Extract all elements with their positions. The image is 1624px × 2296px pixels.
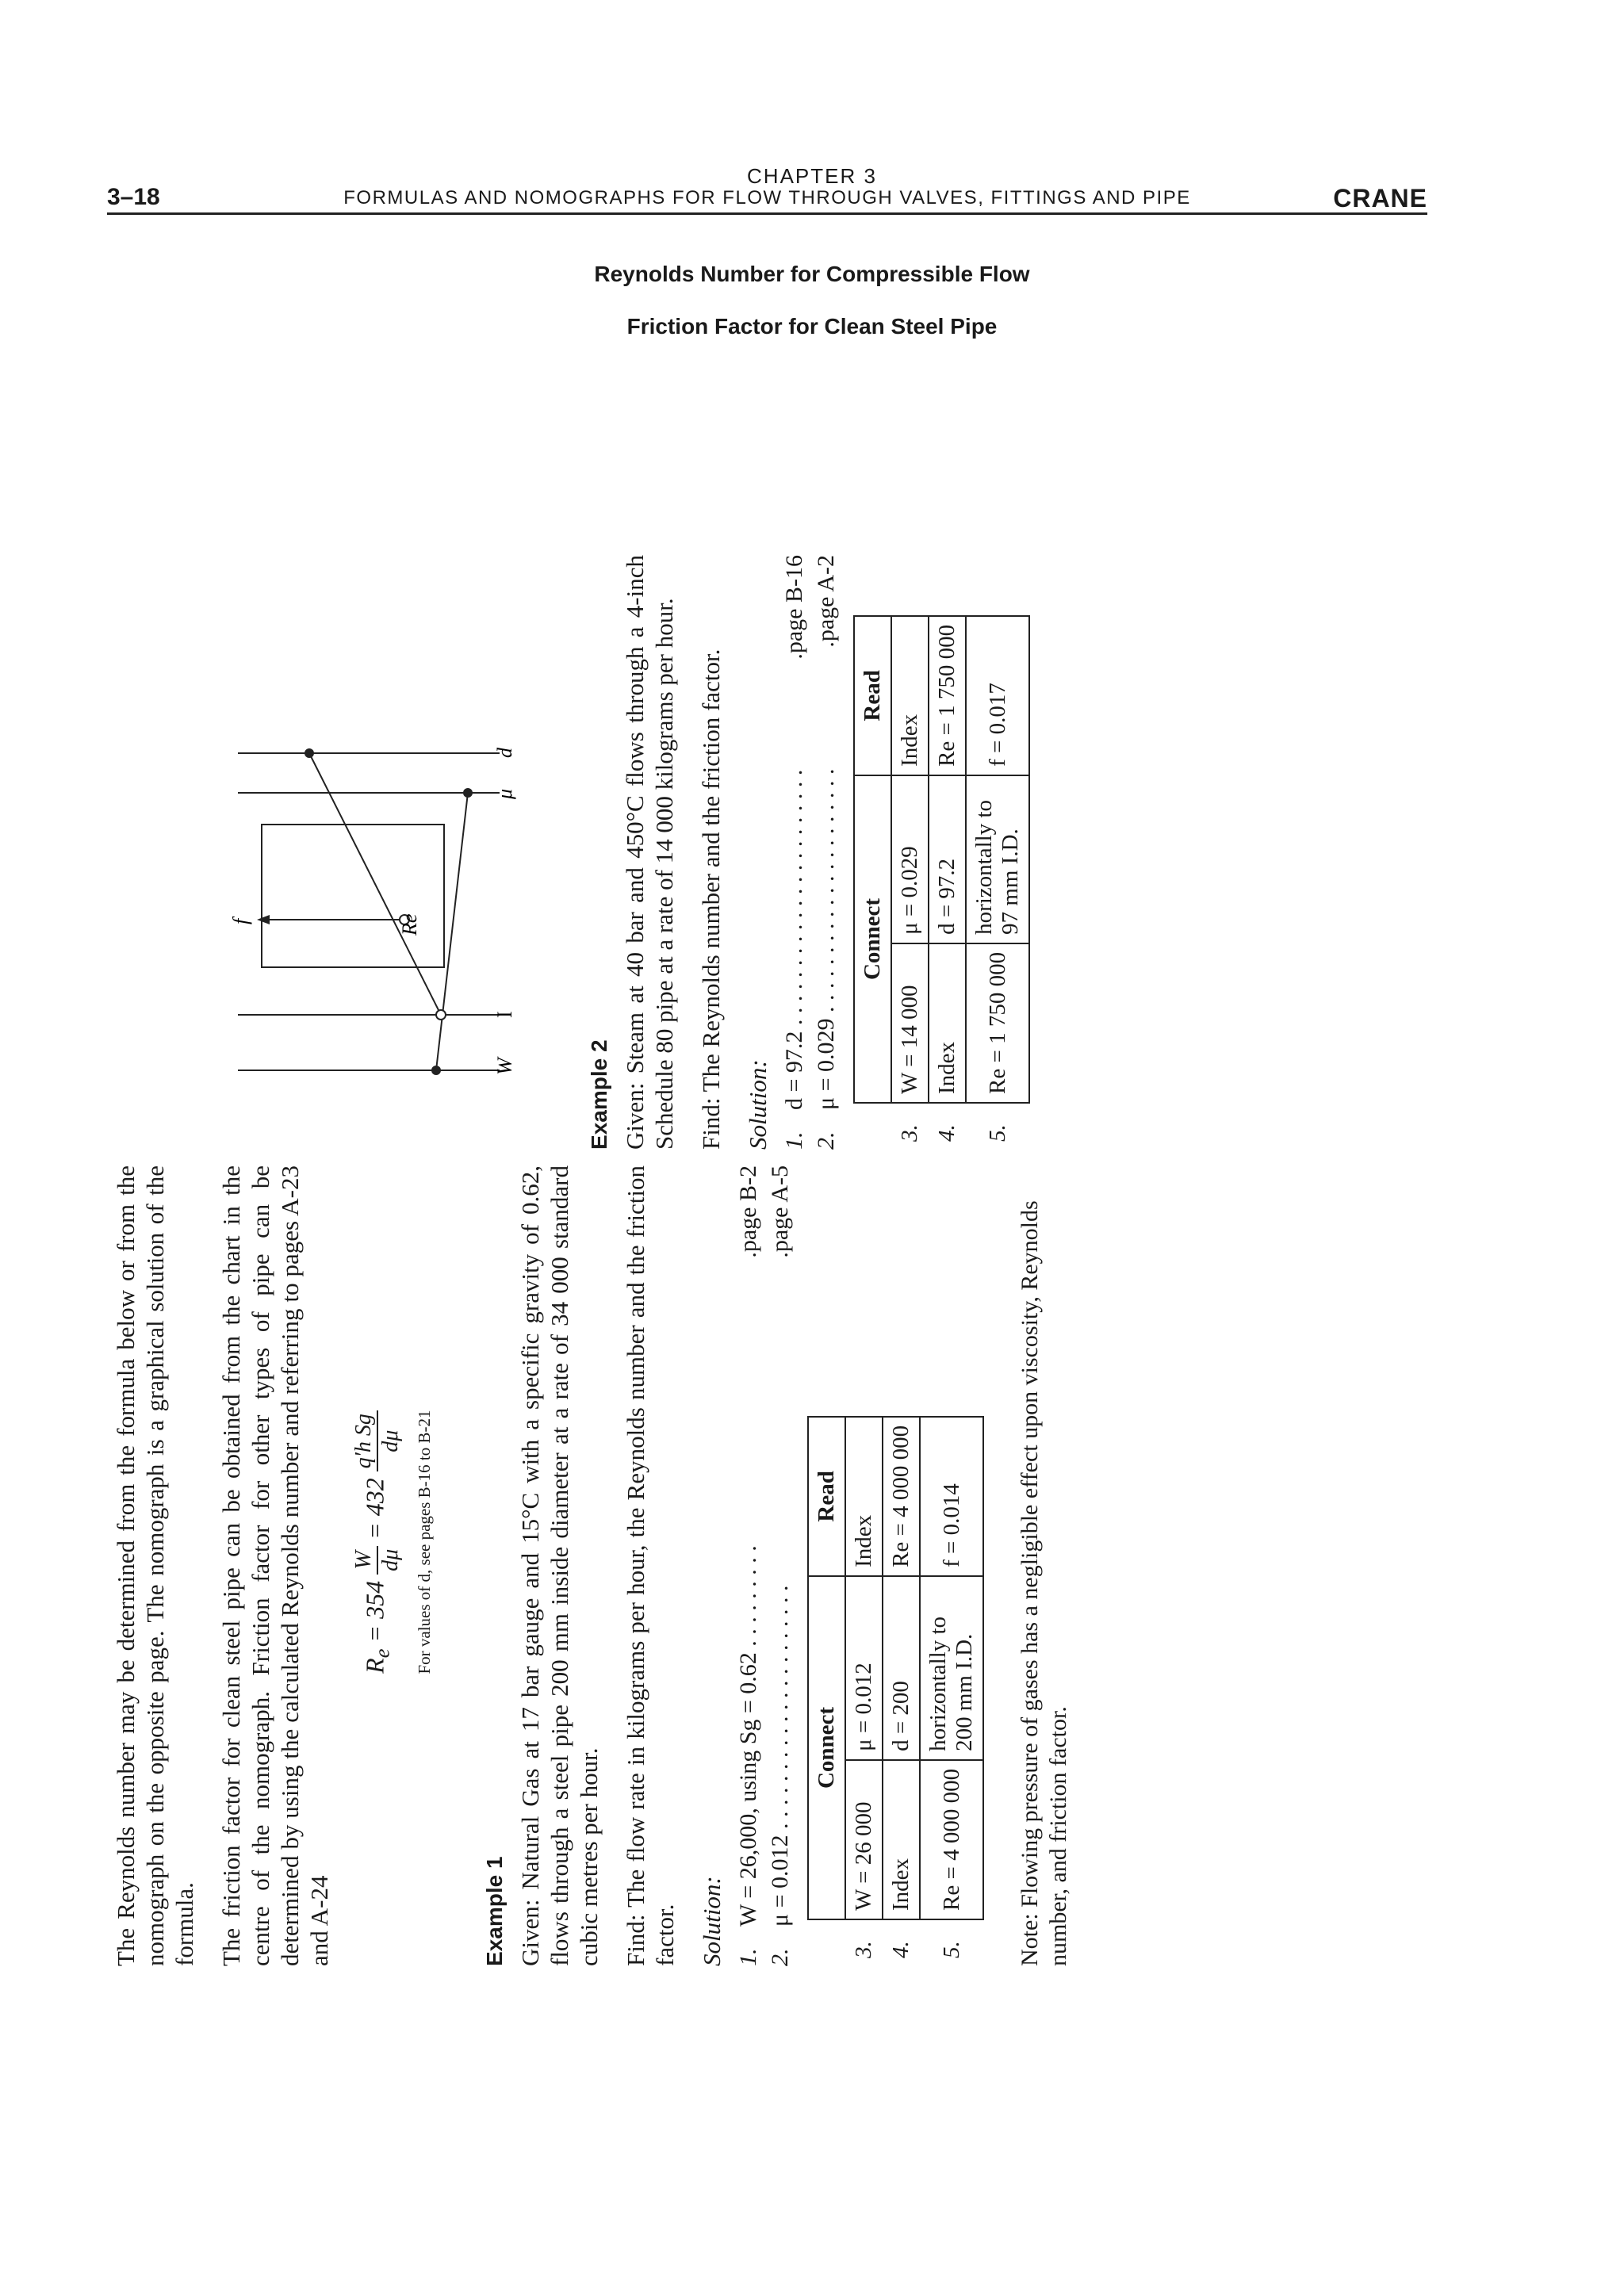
example-2-given: Given: Steam at 40 bar and 450°C flows through a 4-inch Schedule 80 pipe at a rate of 14 000 kilograms per hour.: [621, 555, 678, 1150]
read-value: f = 0.014: [920, 1417, 983, 1576]
example-2-find: Find: The Reynolds number and the friction factor.: [697, 649, 725, 1150]
section-title: Reynolds Number for Compressible Flow: [594, 262, 1030, 286]
step-text: d = 97.2 . . . . . . . . . . . . . . . . . . . . . .: [781, 769, 807, 1110]
step-text: W = 26,000, using Sg = 0.62 . . . . . . . . .: [735, 1545, 761, 1927]
connect-header: Connect: [808, 1576, 845, 1919]
left-column: [111, 1165, 1073, 1966]
connect-to: horizontally to 97 mm I.D.: [966, 775, 1029, 943]
example-2-heading: Example 2: [587, 1039, 611, 1150]
w-point: [431, 1066, 441, 1075]
connect-from: Index: [929, 943, 966, 1103]
index-point: [436, 1010, 446, 1020]
connect-to: μ = 0.012: [845, 1576, 883, 1760]
row-number: 3.: [851, 1941, 876, 1958]
row-number: 4.: [888, 1941, 914, 1958]
intro-paragraph-1: The Reynolds number may be determined from the formula below or from the nomograph on the opposite page. The nomograph is a graphical solution of the formula.: [112, 1165, 198, 1966]
connect-from: Re = 1 750 000: [966, 943, 1029, 1103]
formula-lhs: R: [360, 1658, 389, 1674]
example-1-find: Find: The flow rate in kilograms per hour, the Reynolds number and the friction factor.: [622, 1165, 679, 1966]
table-row: [883, 1417, 920, 1966]
connect-from: Index: [883, 1760, 920, 1919]
table-spacer: [854, 1103, 891, 1150]
example-1-given: Given: Natural Gas at 17 bar gauge and 15°C with a specific gravity of 0.62, flows through a steel pipe 200 mm inside diameter at a rate of 34 000 standard cubic metres per hour.: [516, 1165, 603, 1966]
reynolds-formula: [351, 1165, 404, 1919]
mu-label: μ: [493, 788, 516, 799]
step-ref: .page B-16: [781, 555, 807, 660]
connect-to: d = 200: [883, 1576, 920, 1760]
example-2-table: [853, 615, 1030, 1150]
example-2-step: [810, 555, 842, 1150]
step-ref: .page B-2: [735, 1165, 761, 1258]
page-header: [107, 184, 1427, 215]
example-2-solution-label: Solution:: [744, 1059, 772, 1150]
d-point: [304, 748, 314, 758]
connect-header: Connect: [854, 775, 891, 1103]
step-number: 1.: [781, 1131, 807, 1150]
step-ref: .page A-5: [767, 1165, 793, 1258]
read-value: Index: [891, 616, 929, 775]
rotated-body: [111, 555, 1142, 1966]
row-number: 4.: [934, 1124, 959, 1142]
connect-line-1: [436, 793, 468, 1070]
fraction-2: [351, 1410, 404, 1471]
row-number: 5.: [984, 1124, 1010, 1142]
read-value: Index: [845, 1417, 883, 1576]
table-spacer: [808, 1919, 845, 1966]
f-label: f: [229, 918, 252, 924]
d-values-note: For values of d, see pages B-16 to B-21: [415, 1410, 434, 1674]
example-1-step: [733, 1165, 764, 1966]
step-text: μ = 0.029 . . . . . . . . . . . . . . . . . . . . .: [813, 768, 839, 1110]
page-number: 3–18: [107, 184, 160, 210]
table-row: [929, 616, 966, 1150]
step-number: 2.: [767, 1948, 793, 1966]
example-1-table: [807, 1416, 984, 1966]
fraction-2-numerator: q′h Sg: [351, 1410, 378, 1471]
read-value: Re = 1 750 000: [929, 616, 966, 775]
w-label: W: [493, 1058, 516, 1075]
section-subtitle: Friction Factor for Clean Steel Pipe: [626, 314, 998, 339]
read-header: Read: [808, 1417, 845, 1576]
step-text: μ = 0.012 . . . . . . . . . . . . . . . . . . . . .: [767, 1585, 793, 1927]
connect-from: W = 14 000: [891, 943, 929, 1103]
table-row: [845, 1417, 883, 1966]
example-1-heading: Example 1: [482, 1856, 507, 1966]
chapter-label: CHAPTER 3: [747, 164, 877, 188]
formula-eq2: = 432: [360, 1478, 389, 1540]
table-row: [920, 1417, 983, 1966]
table-row: [966, 616, 1029, 1150]
step-number: 2.: [813, 1131, 839, 1150]
example-1-note: Note: Flowing pressure of gases has a negligible effect upon viscosity, Reynolds number, and friction factor.: [1017, 1200, 1071, 1966]
fraction-1: [351, 1546, 404, 1575]
fraction-2-denominator: dμ: [378, 1429, 403, 1452]
row-number: 3.: [897, 1124, 922, 1142]
step-number: 1.: [735, 1948, 761, 1966]
connect-from: Re = 4 000 000: [920, 1760, 983, 1919]
re-label: Re: [398, 913, 421, 936]
example-2-step: [779, 555, 810, 1150]
mu-point: [463, 788, 473, 798]
d-label: d: [493, 748, 516, 758]
chapter-title: FORMULAS AND NOMOGRAPHS FOR FLOW THROUGH VALVES, FITTINGS AND PIPE: [343, 187, 1191, 209]
fraction-1-numerator: W: [351, 1546, 378, 1575]
read-value: f = 0.017: [966, 616, 1029, 775]
f-arrowhead: [257, 915, 270, 924]
example-1-step: [764, 1165, 796, 1966]
index-label: I: [493, 1011, 516, 1018]
fraction-1-denominator: dμ: [378, 1548, 403, 1571]
example-1-solution-label: Solution:: [698, 1876, 726, 1966]
connect-from: W = 26 000: [845, 1760, 883, 1919]
connect-to: horizontally to 200 mm I.D.: [920, 1576, 983, 1760]
formula-sub: e: [370, 1648, 394, 1659]
table-row: [891, 616, 929, 1150]
read-header: Read: [854, 616, 891, 775]
read-value: Re = 4 000 000: [883, 1417, 920, 1576]
nomograph-diagram: [174, 729, 523, 1094]
step-ref: .page A-2: [813, 555, 839, 648]
intro-paragraph-2: The friction factor for clean steel pipe can be obtained from the chart in the centre of the nomograph. Friction factor for other types of pipe can be determined by using the calculated Reynolds number and referring to pages A-23 and A-24: [217, 1165, 333, 1966]
connect-to: μ = 0.029: [891, 775, 929, 943]
formula-eq1: = 354: [360, 1580, 389, 1649]
connect-to: d = 97.2: [929, 775, 966, 943]
row-number: 5.: [938, 1941, 964, 1958]
friction-chart-box: [262, 825, 444, 967]
brand-logo: CRANE: [1333, 184, 1427, 212]
